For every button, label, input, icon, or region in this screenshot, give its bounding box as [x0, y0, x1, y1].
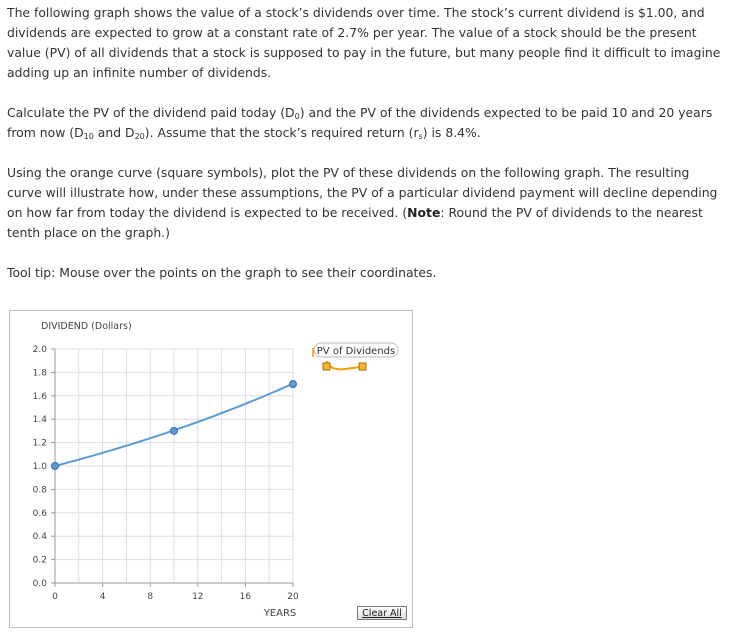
clear-all-button[interactable]: Clear All — [357, 606, 407, 620]
y-tick-label: 1.2 — [32, 438, 47, 449]
subscript-s: s — [418, 132, 423, 141]
graph-panel — [9, 310, 413, 628]
instruction-text-1: Calculate the PV of the dividend paid today (D — [7, 105, 295, 120]
subscript-20: 20 — [134, 132, 145, 141]
note-label: Note — [407, 205, 441, 220]
plot-text-2: : Round the PV of dividends to the nearest tenth place on the graph.) — [7, 205, 703, 240]
x-tick-label: 16 — [239, 592, 252, 602]
instruction-text-3: and D — [93, 125, 135, 140]
dividend-point[interactable] — [171, 427, 178, 434]
axes — [33, 345, 299, 602]
tool-square-marker-right[interactable] — [359, 363, 366, 370]
y-tick-label: 1.4 — [32, 415, 47, 426]
x-tick-label: 0 — [52, 592, 58, 602]
plot-text-1: Using the orange curve (square symbols), plot the PV of these dividends on the following graph. The resulting curve will illustrate how, under these assumptions, the PV of a particular dividend payment will decline depending on how far from today the dividend is expected to be received. ( — [7, 165, 718, 220]
grid — [55, 349, 293, 583]
y-tick-label: 1.8 — [32, 368, 47, 379]
dividend-point[interactable] — [52, 463, 59, 470]
y-tick-label: 0.0 — [32, 579, 47, 589]
x-axis-label: YEARS — [263, 608, 297, 619]
y-tick-label: 0.4 — [32, 532, 47, 543]
tool-curve-sample — [327, 361, 361, 369]
intro-paragraph: The following graph shows the value of a stock’s dividends over time. The stock’s current dividend is $1.00, and dividends are expected to grow at a constant rate of 2.7% per year. The value of a stock should be the present value (PV) of all dividends that a stock is supposed to pay in the future, but many people find it difficult to imagine adding up an infinite number of dividends. — [7, 5, 721, 80]
instruction-paragraph — [7, 103, 727, 143]
y-tick-label: 0.8 — [32, 485, 47, 496]
subscript-10: 10 — [83, 132, 94, 141]
tool-square-marker-left[interactable] — [323, 363, 330, 370]
y-tick-label: 2.0 — [32, 345, 47, 355]
y-tick-label: 0.2 — [32, 555, 47, 566]
plot-instruction-paragraph — [7, 163, 727, 243]
tool-label: PV of Dividends — [316, 346, 396, 357]
x-tick-label: 12 — [192, 592, 204, 602]
tooltip-paragraph: Tool tip: Mouse over the points on the graph to see their coordinates. — [7, 265, 437, 280]
x-tick-label: 8 — [147, 592, 154, 602]
subscript-0: 0 — [294, 112, 300, 121]
pv-of-dividends-tool[interactable] — [313, 343, 398, 370]
chart-svg[interactable] — [10, 311, 412, 627]
y-tick-label: 1.6 — [32, 391, 47, 402]
y-tick-label: 1.0 — [32, 462, 47, 472]
y-axis-label: DIVIDEND (Dollars) — [41, 321, 132, 332]
dividend-point[interactable] — [290, 381, 297, 388]
instruction-text-5: ) is 8.4%. — [422, 125, 481, 140]
x-tick-label: 4 — [99, 592, 106, 602]
instruction-text-4: ). Assume that the stock’s required return (r — [144, 125, 419, 140]
x-tick-label: 20 — [287, 592, 299, 602]
instruction-text-2: ) and the PV of the dividends expected to be paid 10 and 20 years from now (D — [7, 105, 713, 140]
y-tick-label: 0.6 — [32, 508, 47, 519]
